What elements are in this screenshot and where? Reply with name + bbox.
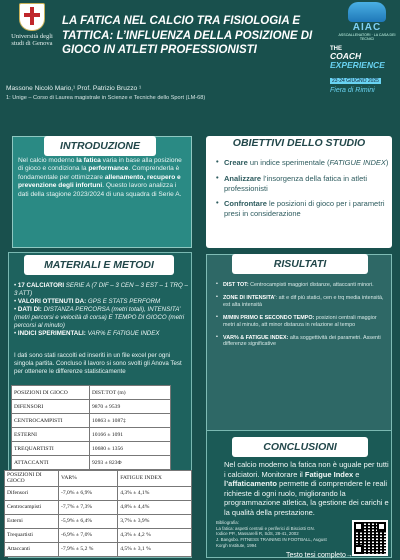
methods-text: VAR% E FATIGUE INDEX	[85, 329, 160, 337]
methods-item: • VALORI OTTENUTI DA: GPS E STATS PERFORM	[14, 297, 161, 305]
conclusions-bold: Fatigue Index	[304, 469, 354, 479]
objective-verb: Creare	[224, 158, 248, 167]
full-text-link[interactable]: Testo tesi completo→	[286, 552, 353, 559]
intro-text-part: . Comprenderla è fondamentale per ottimizzare	[18, 165, 180, 181]
result-text: alta soggettività dei parametri. Assenti differenze significative	[223, 334, 381, 348]
methods-heading: MATERIALI E METODI	[24, 255, 174, 275]
aiac-subtitle: ASSOALLENATORI · LA CASA DEI TECNICI	[338, 33, 396, 42]
table-row	[5, 514, 192, 528]
table-row	[12, 414, 171, 428]
methods-item: • DATI DI: DISTANZA PERCORSA (metri totali), INTENSITA’ (metri percorsi e velocità di corsa) E TEMPO DI GIOCO (metri percorsi al minuto)	[14, 305, 185, 329]
authors: Massone Nicolò Mario,¹ Prof. Patrizio Bruzzo ¹	[6, 85, 142, 92]
objective-italic: FATIGUE INDEX	[329, 158, 386, 167]
table-row	[5, 500, 192, 514]
table-cell: 10166 ± 1091	[90, 428, 171, 442]
results-list	[216, 282, 388, 354]
table-cell: 3,7% ± 3,9%	[118, 514, 192, 528]
objective-item	[216, 174, 390, 194]
result-label: M/MIN PRIMO E SECONDO TEMPO:	[223, 314, 315, 321]
table-header-cell: POSIZIONI DI GIOCO	[5, 471, 59, 487]
table-cell: ATTACCANTI	[12, 456, 90, 470]
table-cell: Attaccanti	[5, 542, 59, 556]
table-cell: DIFENSORI	[12, 400, 90, 414]
objective-verb: Confrontare	[224, 199, 267, 209]
university-name: Università degli studi di Genova	[11, 33, 53, 48]
qr-finder	[354, 545, 363, 554]
coach-dates: 23·24 GIUGNO 2025	[332, 78, 379, 84]
intro-text-bold: performance	[88, 165, 129, 173]
table-cell: 4,3% ± 4,1%	[118, 486, 192, 500]
distance-table	[11, 385, 171, 470]
table-row	[5, 486, 192, 500]
result-label: ZONE DI INTENSITA’	[223, 294, 276, 301]
qr-finder	[354, 522, 363, 531]
table-cell: -5,9% ± 6,4%	[59, 514, 118, 528]
coach-experience-logo	[330, 46, 398, 94]
results-heading: RISULTATI	[232, 254, 368, 274]
affiliation: 1: Unige – Corso di Laurea magistrale in Scienze e Tecniche dello Sport (LM-68)	[6, 95, 206, 101]
table-row	[12, 428, 171, 442]
intro-text-part: varia in base alla posizione di gioco e condiziona la	[18, 157, 182, 173]
table-cell: 9293 ± 823Φ	[90, 456, 171, 470]
table-row	[12, 442, 171, 456]
table-row	[5, 528, 192, 542]
conclusions-part: e	[353, 469, 360, 479]
coach-experience: EXPERIENCE	[330, 59, 385, 70]
result-item	[216, 282, 388, 289]
table-cell: CENTROCAMPISTI	[12, 414, 90, 428]
aiac-badge-icon	[348, 2, 386, 22]
table-cell: ESTERNI	[12, 428, 90, 442]
coach-the: THE	[330, 46, 342, 52]
fatigue-table	[4, 470, 192, 557]
crest-icon	[19, 3, 45, 31]
qr-pattern	[354, 522, 386, 554]
objective-text: un indice sperimentale (	[247, 158, 330, 167]
table-cell: TREQUARTISTI	[12, 442, 90, 456]
methods-text: GPS E STATS PERFORM	[86, 297, 161, 305]
table-cell: -7,9% ± 5,2 %	[59, 542, 118, 556]
objectives-list	[216, 158, 390, 225]
result-label: DIST TOT:	[223, 282, 249, 288]
qr-finder	[377, 522, 386, 531]
methods-list	[14, 282, 188, 338]
intro-heading: INTRODUZIONE	[44, 136, 156, 156]
table-cell: 4,5% ± 3,1 %	[118, 542, 192, 556]
intro-text-part: Nel calcio moderno	[18, 157, 77, 164]
objective-text: le posizioni di gioco per i parametri presi in considerazione	[224, 199, 385, 218]
table-header-cell: VAR%	[59, 471, 118, 487]
result-item	[216, 315, 388, 329]
table-cell: -7,7% ± 7,3%	[59, 500, 118, 514]
objective-end: )	[385, 158, 389, 167]
table-cell: Difensori	[5, 486, 59, 500]
bibliography-entry: Iodice PP., Massarelli R, SdS, 28-41, 2002	[216, 531, 299, 537]
table-cell: 10863 ± 1087‡	[90, 414, 171, 428]
result-item	[216, 335, 388, 349]
table-cell: 9870 ± 9539	[90, 400, 171, 414]
table-cell: Esterni	[5, 514, 59, 528]
table-cell: -6,9% ± 7,0%	[59, 528, 118, 542]
objective-item	[216, 199, 390, 219]
result-text: posizioni centrali maggior metri al minuto, att minor distanza in relazione al tempo	[223, 314, 377, 328]
aiac-name: AIAC	[352, 22, 382, 33]
conclusions-bold: l’affaticamento	[224, 479, 277, 489]
table-cell: Trequartisti	[5, 528, 59, 542]
methods-text: DISTANZA PERCORSA (metri totali), INTENSITA’ (metri percorsi e velocità di corsa) E TEMPO DI GIOCO (metri percorsi al minuto)	[14, 305, 185, 329]
poster-title: LA FATICA NEL CALCIO TRA FISIOLOGIA E TATTICA: L’INFLUENZA DELLA POSIZIONE DI GIOCO IN ATLETI PROFESSIONISTI	[62, 15, 313, 57]
methods-item: • 17 CALCIATORI SERIE A (7 DIF – 3 CEN – 3 EST – 1 TRQ – 3 ATT)	[14, 282, 188, 297]
bibliography-entry: La fatica: aspetti centrali e periferici di Bisciotti GN.	[216, 525, 315, 531]
result-text: : att e dif più statici, cen e trq media intensità, est alta intensità	[223, 294, 384, 308]
bibliography-entry: J. Bangsbo. FITNESS TRAINING IN FOOTBALL, August	[216, 537, 327, 543]
objective-verb: Analizzare	[224, 173, 262, 183]
table-cell: Centrocampisti	[5, 500, 59, 514]
table-header-row	[12, 386, 171, 400]
table-header-cell: DIST.TOT (m)	[90, 386, 171, 400]
methods-label: VALORI OTTENUTI DA:	[17, 297, 87, 305]
table-row	[12, 400, 171, 414]
bibliography-entry: Korgh Institute, 1994	[216, 542, 257, 548]
methods-item: • INDICI SPERIMENTALI: VAR% E FATIGUE INDEX	[14, 329, 160, 337]
result-text: Centrocampisti maggiori distanze, attaccanti minori.	[248, 282, 374, 288]
intro-text-bold: allenamento, recupero e prevenzione degli infortuni	[18, 173, 181, 190]
conclusions-text	[224, 460, 390, 518]
result-item	[216, 295, 388, 309]
table-row	[5, 542, 192, 556]
table-header-cell: POSIZIONI DI GIOCO	[12, 386, 90, 400]
table-cell: 4,3% ± 4,2 %	[118, 528, 192, 542]
methods-label: INDICI SPERIMENTALI:	[17, 329, 86, 337]
table-cell: -7,0% ± 6,9%	[59, 486, 118, 500]
conclusions-part: Nel calcio moderno la fatica non è uguale per tutti i calciatori. Monitorare il	[224, 460, 389, 479]
objective-item	[216, 158, 390, 168]
table-row	[12, 456, 171, 470]
objectives-heading: OBIETTIVI DELLO STUDIO	[232, 137, 366, 149]
intro-text-bold: la fatica	[76, 157, 101, 164]
table-header-row	[5, 471, 192, 487]
intro-text	[18, 157, 188, 199]
objective-text: l’insorgenza della fatica in atleti professionisti	[224, 173, 368, 193]
conclusions-part: permette di comprendere le reali richieste di ogni ruolo, migliorando la programmazione atletica, la gestione dei carichi e la qualità della prestazione.	[224, 479, 389, 517]
methods-label: DATI DI:	[17, 305, 42, 313]
poster-header	[0, 0, 400, 120]
table-cell: 10680 ± 1356	[90, 442, 171, 456]
coach-main: COACH	[330, 51, 362, 61]
university-logo	[6, 3, 58, 48]
conclusions-heading: CONCLUSIONI	[232, 437, 368, 457]
bibliography	[216, 520, 346, 549]
methods-label: 17 CALCIATORI	[17, 282, 65, 289]
table-header-cell: FATIGUE INDEX	[118, 471, 192, 487]
qr-code-icon[interactable]	[352, 520, 388, 556]
table-cell: 4,8% ± 4,4%	[118, 500, 192, 514]
coach-venue: Fiera di Rimini	[330, 87, 375, 94]
intro-text-part: . Questo lavoro analizza i dati della stagione 2023/2024 di una squadra di Serie A.	[18, 182, 182, 198]
aiac-logo	[336, 2, 398, 42]
methods-paragraph: I dati sono stati raccolti ed inseriti in un file excel per ogni singola partita. Concluso il lavoro si sono svolti gli Anova Test per ottenere le differenze statisticamente	[14, 352, 182, 375]
result-label: VAR% & FATIGUE INDEX:	[223, 334, 289, 341]
methods-text: SERIE A (7 DIF – 3 CEN – 3 EST – 1 TRQ – 3 ATT)	[14, 282, 188, 297]
bibliography-title: Bibliografia:	[216, 520, 239, 525]
